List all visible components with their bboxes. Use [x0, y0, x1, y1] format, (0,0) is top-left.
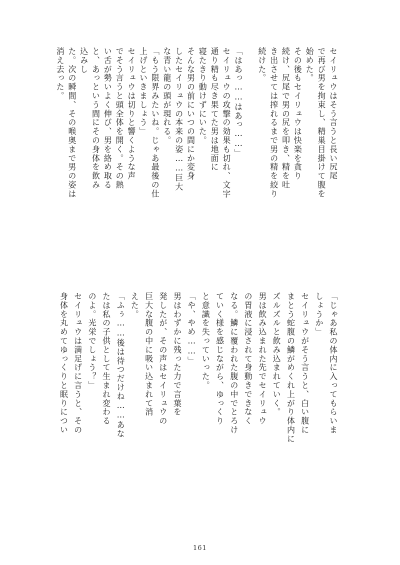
text-line: セイリュウはそう言うと長い尻尾 [329, 47, 338, 181]
text-line: 「ふぅ……後は待つだけね……あな [116, 292, 126, 439]
text-line: で再び男を拘束し、精巣目掛けて腹を [317, 47, 327, 199]
text-line: まとう蛇腹の鱗がめくれ上がり体内に [286, 292, 296, 444]
text-line: えた。 [130, 292, 140, 319]
upper-text-block [55, 47, 340, 273]
text-line: セイリュウは満足げに言うと、その [73, 292, 83, 435]
text-line: き出させては搾れるまで男の精を絞り [269, 47, 279, 199]
text-line: 男は飲み込まれた先でセイリュウ [258, 292, 268, 426]
text-line: ていく様を感じながら、ゆっくり [215, 292, 225, 426]
text-line: の胃液に浸されて身動きできなく [243, 292, 253, 426]
text-line: 巨大な腹の中に吸い込まれて消 [144, 292, 154, 417]
text-line: セイリュウは切りと響くような声 [127, 47, 137, 181]
text-line: い舌が勢いよく伸び、男を絡め取る [103, 47, 113, 190]
text-line: と、あっという間にその身体を飲み [91, 47, 101, 190]
text-line: 続け、尻尾で男の尻を叩き、精を吐 [281, 47, 291, 190]
text-line: 「はあっ……はあっ……」 [234, 47, 243, 158]
text-line: ズルズルと飲み込まれていく。 [272, 292, 282, 417]
text-line: したセイリュウの本来の姿……巨大 [174, 47, 184, 192]
text-line: のよ。光栄でしょう？」 [87, 292, 97, 390]
text-line: た。次の瞬間、その喉奥まで男の姿は [67, 47, 77, 199]
text-line: 発したが、その声はセイリュウの [158, 292, 168, 426]
text-line: 身体を丸めてゆっくりと眠りについ [59, 292, 69, 435]
text-line: 続けた。 [257, 47, 267, 83]
text-line: 通り精も尽き果てた男は地面に [210, 47, 220, 172]
text-line: でそう言うと頭全体を開く。その熱 [115, 47, 125, 190]
text-line: 上げといきましょう」 [139, 47, 148, 136]
text-line: セイリュウの攻撃の効果も切れ、文字 [222, 47, 232, 199]
text-line: 男はわずかに残った力で言葉を [172, 292, 182, 417]
text-line: 「もう限界みたいね。じゃあ最後の仕 [150, 47, 160, 199]
text-line: なる。鱗に覆われた腹の中でとろけ [229, 292, 239, 435]
text-line: その後もセイリュウは快楽を貪り [293, 47, 303, 181]
text-line: そんな男の前にいつの間にか変身 [186, 47, 196, 181]
text-line: 込みし [79, 47, 89, 74]
text-line: セイリュウがそう言うと、白い腹に [300, 292, 310, 435]
text-line: 「じゃあ私の体内に入ってもらいま [329, 292, 338, 435]
lower-text-block [55, 292, 340, 532]
text-line: 始めた。 [305, 47, 315, 83]
text-line: たは私の子供として生まれ変わる [102, 292, 111, 426]
text-line: 消え去った。 [55, 47, 65, 101]
text-line: しょうか」 [314, 292, 324, 337]
text-line: と意識を失っていった。 [201, 292, 211, 390]
page-number: 161 [193, 544, 207, 552]
text-line: 寝たきり動けずにいた。 [198, 47, 208, 145]
text-line: な青い龍の頭が現れる。 [162, 47, 172, 145]
text-line: 「や、やめ……」 [187, 292, 197, 366]
